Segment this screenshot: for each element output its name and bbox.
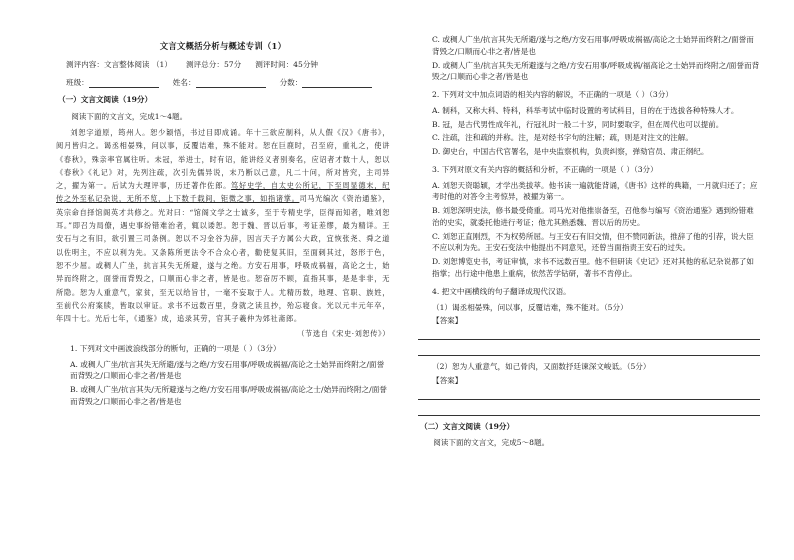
q2-option-d[interactable]: D. 御史台，中国古代官署名，是中央监察机构，负责纠察，弹劾官员、肃正纲纪。 [432, 147, 709, 157]
question-1-stem: 1. 下列对文中画波浪线部分的断句，正确的一项是（ ）（3分） [70, 343, 281, 353]
q4-sentence-2: （2）恕为人重意气，如己骨肉，又面数抒廷谏深文峻诋。（5分） [432, 362, 651, 372]
answer-line[interactable] [418, 389, 760, 400]
question-4-stem: 4. 把文中画横线的句子翻译成现代汉语。 [432, 286, 571, 296]
q4-answer-label-2: 【答案】 [432, 375, 463, 385]
passage-source: （节选自《宋史·刘恕传》） [297, 328, 390, 338]
section2-heading: （二）文言文阅读（19分） [420, 421, 515, 431]
q2-option-a[interactable]: A. 制科，又称大科、特科，科举考试中临时设置的考试科目，目的在于选拔各种特殊人才。 [432, 105, 739, 115]
page-title: 文言文概括分析与概述专训（1） [159, 41, 287, 51]
answer-line[interactable] [418, 329, 760, 340]
q3-option-b[interactable]: B. 刘恕深明史法，修书最受倚重。司马光对他推崇备至，召他参与编写《资治通鉴》遇到纷错难治的史实，就委托他进行考证；他尤其熟悉魏、晋以后的历史。 [432, 206, 754, 227]
left-column [56, 0, 390, 410]
q3-option-c[interactable]: C. 刘恕正直刚烈，不为权势所屈。与王安石有旧交情，但不赞同新法，推辞了他的引荐，说大臣不应以利为先。王安石变法中他提出不同意见，还曾当面指责王安石的过失。 [432, 231, 754, 253]
question-3-stem: 3. 下列对原文有关内容的概括和分析，不正确的一项是（ ）（3分） [432, 164, 658, 174]
classical-passage: 刘恕字道原，筠州人。恕少颖悟，书过目即成诵。年十三欲应制科，从人假《汉》《唐书》，阅月皆归之。谒丞相晏殊，问以事，反覆诘难，殊不能对。恕在巨鹿时，召至府，重礼之，使讲《春秋》，殊亲率官属往听。未冠，举进士，时有诏，能讲经义者别奏名，应诏者才数十人，恕以《春秋》《礼记》对，先列注疏，次引先儒异说，末乃断以己意，凡二十问，所对皆究，主司异之，擢为第一。后试为大理评事，历迁著作佐郎。笃好史学，自太史公所记，下至周显德末，纪传之外至私记杂说，无所不览，上下数千载间，钜微之事，如指诸掌。司马光编次《资治通鉴》，英宗命自择馆阁英才共修之。光对曰：“馆阁文学之士诚多，至于专精史学，臣得而知者，唯刘恕耳。”即召为局僚，遇史事纷错难治者，辄以诿恕。恕于魏、晋以后事，考证差缪，最为精详。王安石与之有旧，欲引置三司条例。恕以不习金谷为辞，因言天子方属公大政，宜恢张尧、舜之道以佐明主，不应以利为先。又条陈所更法令不合众心者，勸使复其旧，至面刺其过，怒形于色，恕不少屈。或稠人广坐，抗言其失无所避，遂与之绝。方安石用事，呼吸成祸福，高论之士，始异而终附之，面誉而背毁之，口顺而心非之者，皆是也。恕奋厉不顾，直指其事，是是非非，无所隐。恕为人重意气，家贫，至无以给旨甘，一毫不妄取于人。尤精历数，地理、官职、族姓，至前代公府案牍，皆取以审证。求书不远数百里，身就之读且抄，殆忘寝食。光以元丰元年卒，年四十七。光后七年，《通鉴》成，追录其劳，官其子羲仲为郊社斋郎。 [56, 127, 391, 324]
section1-instruction: 阅读下面的文言文，完成1～4题。 [71, 112, 188, 122]
content-field: 测评内容：文言整体阅读 （1） [66, 59, 172, 69]
points-field[interactable]: 分数： [280, 77, 373, 89]
q2-option-c[interactable]: C. 注疏，注和疏的并称。注，是对经书字句的注解；疏，则是对注文的注解。 [432, 133, 693, 143]
meta-row-1 [66, 59, 390, 71]
meta-row-2 [66, 77, 390, 89]
section1-heading: （一）文言文阅读（19分） [58, 95, 153, 105]
q2-option-b[interactable]: B. 冠，是古代男性成年礼，行冠礼时一般二十岁，同时要取字，但在周代也可以提前。 [432, 119, 724, 129]
class-field[interactable]: 班级： [66, 77, 159, 89]
underlined-sentence: 笃好史学，自太史公所记，下至周显德末，纪传之外至私记杂说，无所不览，上下数千载间，钜微之事，如指诸掌。 [56, 181, 390, 204]
time-field: 测评时间：45分钟 [255, 59, 319, 69]
q1-option-b[interactable]: B. 或稠人广坐/抗言其失/无所避遂与之绝/方安石用事/呼吸成祸福/高论之士/始异而终附之/面誉而背毁之/口顺而心非之者/皆是也 [70, 385, 387, 406]
total-score-field: 测评总分：57分 [185, 59, 242, 69]
question-2-stem: 2. 下列对文中加点词语的相关内容的解说，不正确的一项是（ ）（3分） [432, 90, 673, 100]
q3-option-a[interactable]: A. 刘恕天资聪颖，才学出类拔萃。他书读一遍就能背诵，《唐书》这样的典籍，一月就归还了；应考时他的对答令主考惊异，被擢为第一。 [432, 180, 758, 202]
q4-answer-label-1: 【答案】 [432, 316, 463, 326]
q1-option-d[interactable]: D. 或稠人广坐/抗言其失无所避遂与之绝/方安石用事/呼吸成祸/福高论之士始异而终附之/面誉而背毁之/口顺而心非之者/皆是也 [432, 60, 760, 82]
answer-line[interactable] [418, 345, 760, 356]
section2-instruction: 阅读下面的文言文，完成5～8题。 [433, 438, 550, 448]
q4-sentence-1: （1）谒丞相晏殊，问以事，反覆诘难，殊不能对。（5分） [432, 302, 628, 312]
q1-option-c[interactable]: C. 或稠人广坐/抗言其失无所避/遂与之绝/方安石用事/呼吸成祸福/高论之士始异而终附之/面誉而背毁之/口顺而心非之者/皆是也 [432, 35, 754, 56]
q3-option-d[interactable]: D. 刘恕博览史书，考证审慎，求书不远数百里。他不但研读《史记》还对其他的私记杂说都了如指掌；出行途中他患上重病，依然苦学钻研，著书不肯停止。 [432, 257, 754, 279]
answer-line[interactable] [418, 405, 760, 416]
right-column [418, 34, 760, 452]
q1-option-a[interactable]: A. 或稠人广坐/抗言其失无所避/遂与之绝/方安石用事/呼吸成祸福/高论之士始异而终附之/面誉而背毁之/口顺而心非之者/皆是也 [70, 359, 385, 381]
name-field[interactable]: 姓名： [173, 77, 266, 89]
